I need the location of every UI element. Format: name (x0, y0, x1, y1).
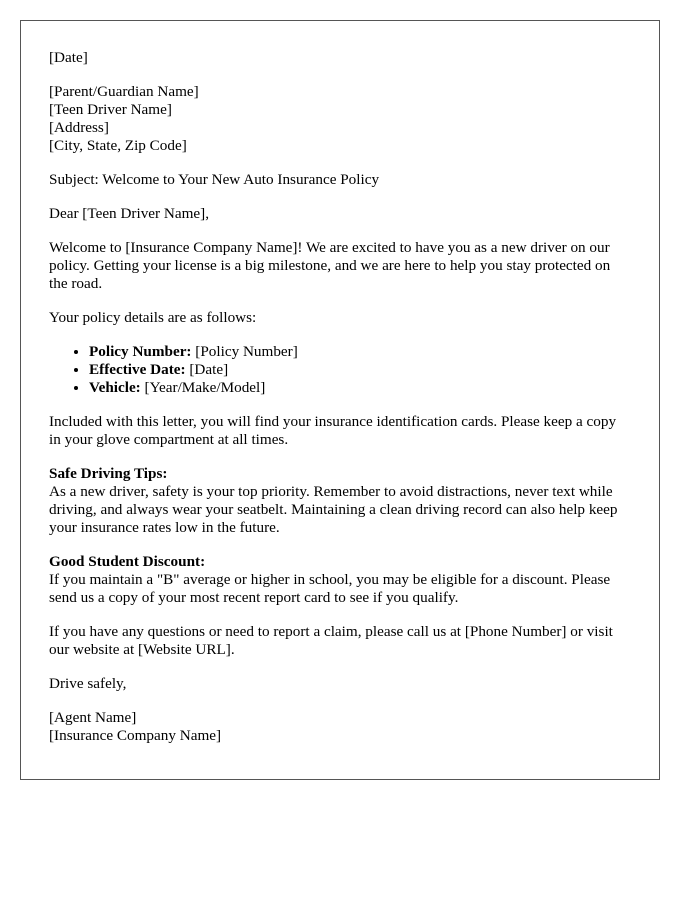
id-cards-paragraph: Included with this letter, you will find your insurance identification cards. Please keep a copy in your glove compartment at all times. (49, 413, 617, 448)
list-item (89, 379, 631, 397)
signature-company: [Insurance Company Name] (49, 727, 222, 744)
detail-value: [Policy Number] (191, 343, 298, 360)
recipient-city: [City, State, Zip Code] (49, 137, 187, 154)
signature-agent: [Agent Name] (49, 709, 137, 726)
good-student-body: If you maintain a "B" average or higher in school, you may be eligible for a discount. Please send us a copy of your most recent report card to see if you qualify. (49, 571, 611, 606)
good-student-section (49, 553, 631, 607)
safe-driving-body: As a new driver, safety is your top priority. Remember to avoid distractions, never text while driving, and always wear your seatbelt. Maintaining a clean driving record can also help keep your insurance rates low in the future. (49, 483, 618, 536)
letter (20, 20, 660, 780)
detail-label: Effective Date: (89, 361, 186, 378)
letter-subject: Subject: Welcome to Your New Auto Insurance Policy (49, 171, 380, 188)
detail-label: Policy Number: (89, 343, 192, 360)
good-student-heading: Good Student Discount: (49, 553, 206, 570)
closing: Drive safely, (49, 675, 127, 692)
recipient-parent: [Parent/Guardian Name] (49, 83, 199, 100)
recipient-address: [Address] (49, 119, 109, 136)
contact-paragraph: If you have any questions or need to report a claim, please call us at [Phone Number] or visit our website at [Website URL]. (49, 623, 613, 658)
recipient-teen: [Teen Driver Name] (49, 101, 172, 118)
detail-label: Vehicle: (89, 379, 141, 396)
letter-salutation: Dear [Teen Driver Name], (49, 205, 210, 222)
policy-details-list (49, 343, 631, 397)
safe-driving-section (49, 465, 631, 537)
intro-paragraph: Welcome to [Insurance Company Name]! We are excited to have you as a new driver on our policy. Getting your license is a big milestone, and we are here to help you stay protected on the road. (49, 239, 611, 292)
signature-block (49, 709, 631, 745)
detail-value: [Date] (185, 361, 229, 378)
recipient-block (49, 83, 631, 155)
details-intro: Your policy details are as follows: (49, 309, 257, 326)
letter-date: [Date] (49, 49, 88, 66)
list-item (89, 361, 631, 379)
list-item (89, 343, 631, 361)
detail-value: [Year/Make/Model] (140, 379, 266, 396)
safe-driving-heading: Safe Driving Tips: (49, 465, 168, 482)
